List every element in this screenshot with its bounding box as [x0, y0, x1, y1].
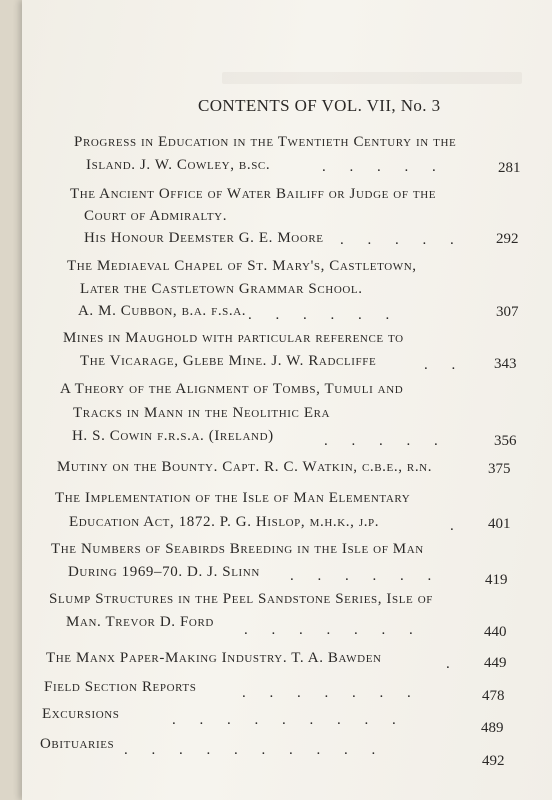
- entry-title-continuation: Island. J. W. Cowley, b.sc.: [86, 157, 271, 173]
- entry-title-continuation: Man. Trevor D. Ford: [66, 614, 214, 630]
- dot-leader: . . . . .: [324, 433, 438, 449]
- entry-title-continuation: Tracks in Mann in the Neolithic Era: [73, 405, 331, 421]
- dot-leader: .: [450, 518, 454, 534]
- entry-title-continuation: Education Act, 1872. P. G. Hislop, m.h.k., j.p.: [69, 514, 380, 530]
- dot-leader: . . . . . . . . .: [172, 712, 396, 728]
- page-number: 375: [488, 461, 511, 477]
- entry-title: The Ancient Office of Water Bailiff or Judge of the: [70, 186, 437, 202]
- show-through-text: [222, 72, 522, 84]
- entry-title: Mutiny on the Bounty. Capt. R. C. Watkin, c.b.e., r.n.: [57, 459, 433, 475]
- dot-leader: . . . . .: [340, 232, 454, 248]
- page-number: 489: [481, 720, 504, 736]
- book-page: [22, 0, 552, 800]
- dot-leader: . . . . . .: [248, 307, 390, 323]
- entry-title: A Theory of the Alignment of Tombs, Tumuli and: [60, 381, 404, 397]
- entry-title: Slump Structures in the Peel Sandstone Series, Isle of: [49, 591, 433, 607]
- page-number: 356: [494, 433, 517, 449]
- page-number: 440: [484, 624, 507, 640]
- page-number: 449: [484, 655, 507, 671]
- entry-title-continuation: The Vicarage, Glebe Mine. J. W. Radcliffe: [80, 353, 377, 369]
- entry-title-continuation: H. S. Cowin f.r.s.a. (Ireland): [72, 428, 274, 444]
- entry-title: The Numbers of Seabirds Breeding in the Isle of Man: [51, 541, 424, 557]
- entry-title-continuation: During 1969–70. D. J. Slinn: [68, 564, 260, 580]
- entry-title: Progress in Education in the Twentieth Century in the: [74, 134, 457, 150]
- dot-leader: . . . . . . . . . .: [124, 742, 376, 758]
- page-number: 307: [496, 304, 519, 320]
- dot-leader: . . . . .: [322, 159, 436, 175]
- page-number: 478: [482, 688, 505, 704]
- entry-title: The Mediaeval Chapel of St. Mary's, Castletown,: [67, 258, 417, 274]
- entry-title: Mines in Maughold with particular reference to: [63, 330, 404, 346]
- page-number: 401: [488, 516, 511, 532]
- entry-title: The Manx Paper-Making Industry. T. A. Bawden: [46, 650, 382, 666]
- entry-title-continuation: Court of Admiralty.: [84, 208, 228, 224]
- contents-heading: CONTENTS OF VOL. VII, No. 3: [198, 96, 441, 115]
- dot-leader: . . . . . .: [290, 568, 432, 584]
- dot-leader: . .: [424, 357, 456, 373]
- entry-title-continuation: A. M. Cubbon, b.a. f.s.a.: [78, 303, 247, 319]
- entry-title: Obituaries: [40, 736, 115, 752]
- page-number: 292: [496, 231, 519, 247]
- entry-title-continuation: His Honour Deemster G. E. Moore: [84, 230, 324, 246]
- page-number: 419: [485, 572, 508, 588]
- dot-leader: . . . . . . .: [242, 685, 411, 701]
- entry-title: The Implementation of the Isle of Man Elementary: [55, 490, 411, 506]
- page-number: 281: [498, 160, 521, 176]
- dot-leader: .: [446, 656, 450, 672]
- entry-title-continuation: Later the Castletown Grammar School.: [80, 281, 363, 297]
- page-number: 343: [494, 356, 517, 372]
- entry-title: Field Section Reports: [44, 679, 197, 695]
- entry-title: Excursions: [42, 706, 120, 722]
- page-number: 492: [482, 753, 505, 769]
- dot-leader: . . . . . . .: [244, 622, 413, 638]
